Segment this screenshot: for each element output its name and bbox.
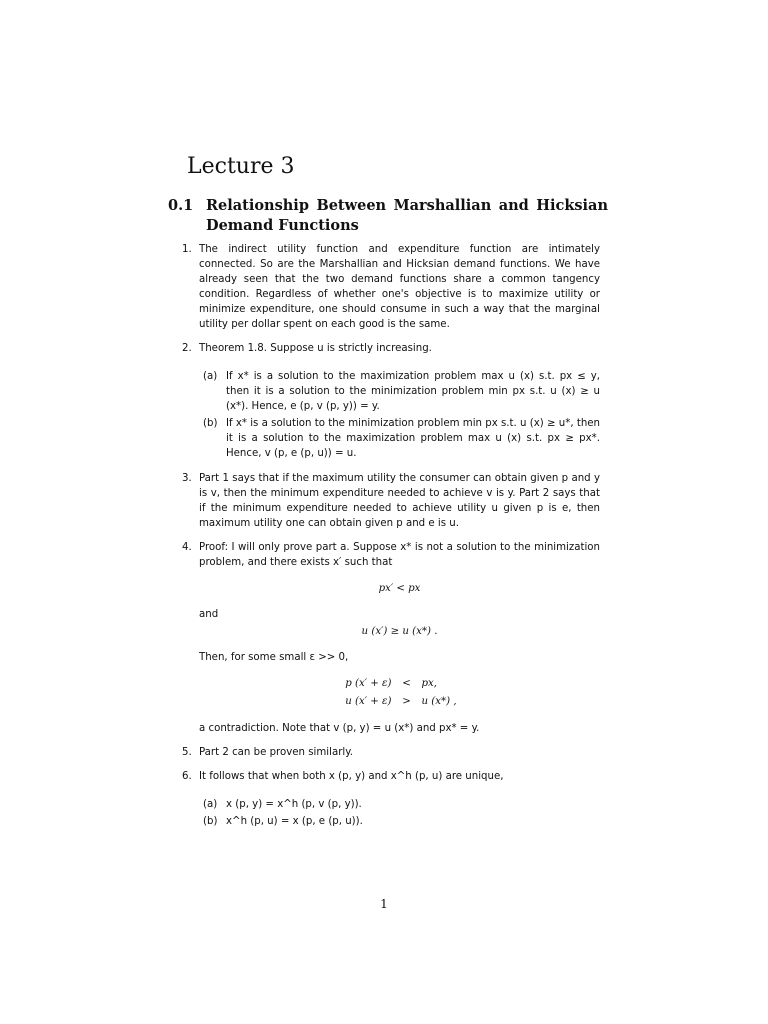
sub-item-b: [199, 814, 600, 829]
item-text: Theorem 1.8. Suppose u is strictly increasing.: [199, 343, 432, 354]
item-number: 5.: [182, 747, 192, 758]
sub-item-text: If x* is a solution to the minimization problem min px s.t. u (x) ≥ u*, then it is a solution to the maximization problem max u (x) s.t. px ≥ px*. Hence, v (p, e (p, u)) = u.: [226, 418, 600, 459]
equation-array: [334, 675, 466, 711]
equation-inequality-2: u (x′) ≥ u (x*) .: [361, 626, 438, 637]
sub-item-a: [199, 369, 600, 414]
item-number: 4.: [182, 542, 192, 553]
connective-text: and: [199, 609, 219, 620]
item-text: It follows that when both x (p, y) and x^h (p, u) are unique,: [199, 771, 504, 782]
sub-list: [199, 369, 600, 461]
equation-relation: >: [402, 696, 411, 707]
item-text: The indirect utility function and expenditure function are intimately connected. So are the Marshallian and Hicksian demand functions. We have already seen that the two demand functions share a common tangency condition. Regardless of whether one's objective is to maximize utility or minimize expenditure, one should consume in such a way that the marginal utility per dollar spent on each good is the same.: [199, 244, 600, 330]
sub-item-text: x (p, y) = x^h (p, v (p, y)).: [226, 799, 362, 810]
lecture-title: Lecture 3: [187, 154, 295, 179]
sub-item-b: [199, 416, 600, 461]
section-title: Relationship Between Marshallian and Hicksian Demand Functions: [206, 197, 608, 234]
list-item-1: [168, 242, 600, 332]
numbered-list: [168, 242, 600, 829]
list-item-6: [168, 769, 600, 829]
item-number: 3.: [182, 473, 192, 484]
list-item-3: [168, 471, 600, 531]
item-number: 1.: [182, 244, 192, 255]
sub-item-label: (a): [203, 371, 218, 382]
list-item-5: [168, 745, 600, 760]
sub-item-label: (b): [203, 816, 218, 827]
equation-row: [334, 675, 466, 693]
then-text: Then, for some small ε >> 0,: [199, 652, 349, 663]
sub-item-text: If x* is a solution to the maximization problem max u (x) s.t. px ≤ y, then it is a solution to the minimization problem min px s.t. u (x) ≥ u (x*). Hence, e (p, v (p, y)) = y.: [226, 371, 600, 412]
equation-rhs: u (x*) ,: [421, 696, 457, 707]
sub-item-a: [199, 797, 600, 812]
item-number: 6.: [182, 771, 192, 782]
equation-row: [334, 693, 466, 711]
sub-item-label: (b): [203, 418, 218, 429]
list-item-2: [168, 341, 600, 461]
item-text: Proof: I will only prove part a. Suppose x* is not a solution to the minimization problem, and there exists x′ such that: [199, 542, 600, 568]
sub-list: [199, 797, 600, 829]
equation-rhs: px,: [421, 678, 438, 689]
equation-inequality-1: px′ < px: [378, 583, 421, 594]
item-number: 2.: [182, 343, 192, 354]
item-text: Part 2 can be proven similarly.: [199, 747, 354, 758]
section-heading: [168, 196, 608, 236]
main-body: [168, 242, 600, 839]
section-number: 0.1: [168, 197, 194, 214]
equation-lhs: u (x′ + ε): [345, 696, 392, 707]
list-item-4: [168, 540, 600, 736]
equation-relation: <: [402, 678, 411, 689]
sub-item-label: (a): [203, 799, 218, 810]
equation-lhs: p (x′ + ε): [345, 678, 392, 689]
sub-item-text: x^h (p, u) = x (p, e (p, u)).: [226, 816, 363, 827]
conclusion-text: a contradiction. Note that v (p, y) = u (x*) and px* = y.: [199, 723, 480, 734]
page-number: 1: [380, 897, 388, 911]
item-text: Part 1 says that if the maximum utility the consumer can obtain given p and y is v, then the minimum expenditure needed to achieve v is y. Part 2 says that if the minimum expenditure needed to achieve utility u given p is e, then maximum utility one can obtain given p and e is u.: [199, 473, 600, 529]
